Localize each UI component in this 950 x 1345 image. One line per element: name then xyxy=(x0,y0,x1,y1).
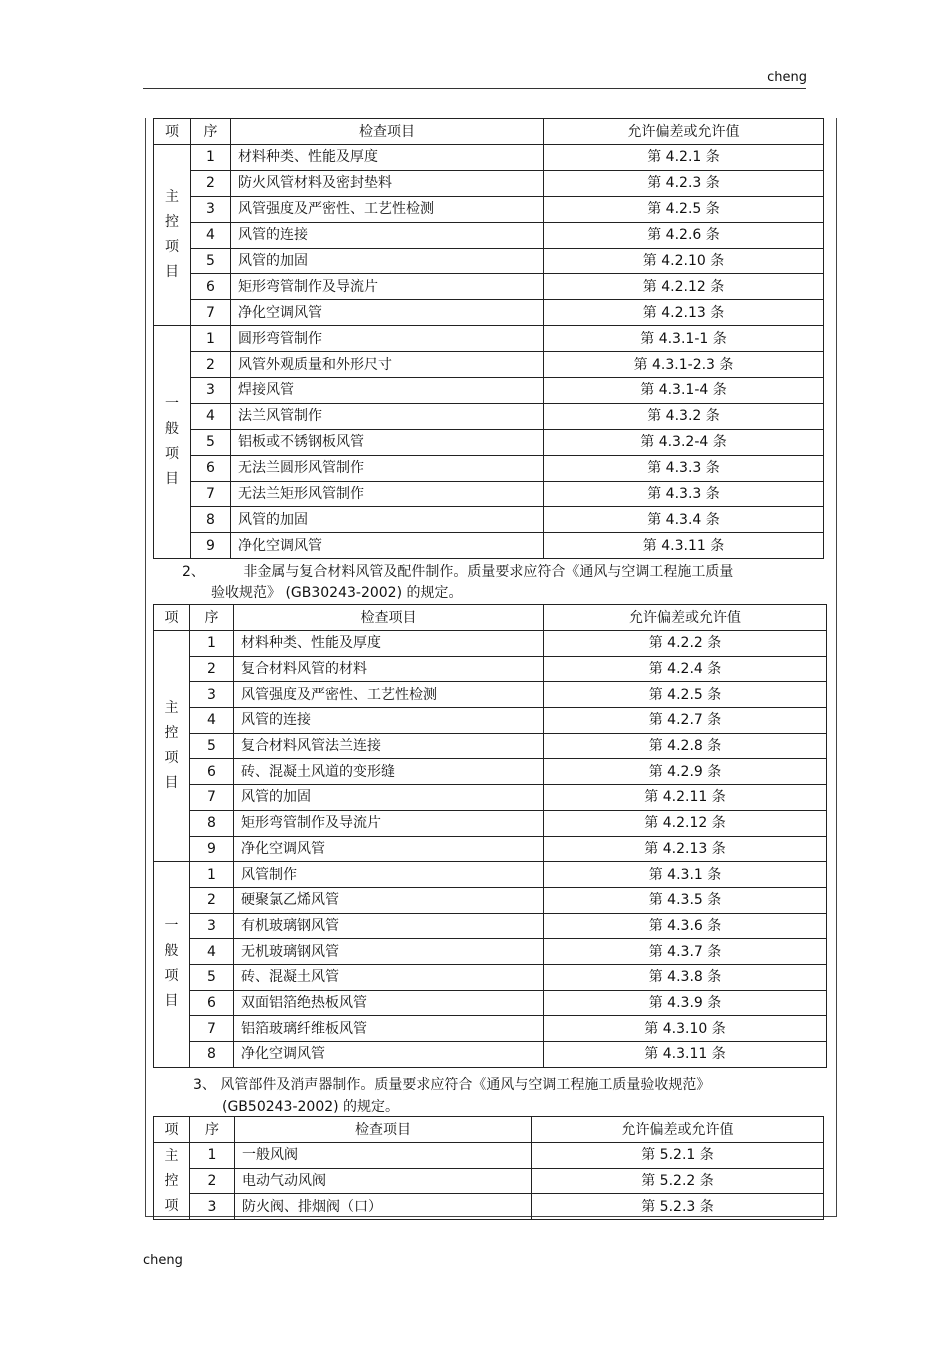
seq-cell: 6 xyxy=(191,455,231,481)
item-cell: 铝箔玻璃纤维板风管 xyxy=(234,1016,544,1042)
table-row xyxy=(154,733,827,759)
ref-cell: 第 4.2.13 条 xyxy=(544,300,824,326)
ref-cell: 第 4.2.6 条 xyxy=(544,222,824,248)
table-row xyxy=(154,1194,824,1220)
table-row xyxy=(154,300,824,326)
item-cell: 矩形弯管制作及导流片 xyxy=(231,274,544,300)
seq-cell: 3 xyxy=(190,682,234,708)
item-cell: 法兰风管制作 xyxy=(231,403,544,429)
item-cell: 焊接风管 xyxy=(231,378,544,404)
table-row xyxy=(154,682,827,708)
header-group-cell: 项 xyxy=(154,1117,190,1143)
table-row xyxy=(154,378,824,404)
table-header-row xyxy=(154,1117,824,1143)
table-row xyxy=(154,1168,824,1194)
table-row xyxy=(154,708,827,734)
header-seq-cell: 序 xyxy=(190,1117,235,1143)
seq-cell: 8 xyxy=(190,810,234,836)
seq-cell: 4 xyxy=(191,403,231,429)
ref-cell: 第 4.3.7 条 xyxy=(544,939,827,965)
group-label-char: 目 xyxy=(165,264,179,281)
table-row xyxy=(154,248,824,274)
ref-cell: 第 4.2.12 条 xyxy=(544,274,824,300)
inspection-table-2 xyxy=(153,604,827,1068)
item-cell: 防火阀、排烟阀（口） xyxy=(235,1194,532,1220)
seq-cell: 9 xyxy=(190,836,234,862)
seq-cell: 1 xyxy=(191,326,231,352)
header-item-cell: 检查项目 xyxy=(234,605,544,631)
header-ref-cell: 允许偏差或允许值 xyxy=(532,1117,824,1143)
table-row xyxy=(154,507,824,533)
seq-cell: 7 xyxy=(190,785,234,811)
table-row xyxy=(154,429,824,455)
ref-cell: 第 4.2.11 条 xyxy=(544,785,827,811)
seq-cell: 9 xyxy=(191,533,231,559)
ref-cell: 第 5.2.3 条 xyxy=(532,1194,824,1220)
item-cell: 复合材料风管法兰连接 xyxy=(234,733,544,759)
table-header-row xyxy=(154,119,824,145)
ref-cell: 第 4.3.10 条 xyxy=(544,1016,827,1042)
table-row xyxy=(154,455,824,481)
table-row xyxy=(154,785,827,811)
item-cell: 风管的加固 xyxy=(231,507,544,533)
group-label-cell xyxy=(154,145,191,326)
seq-cell: 7 xyxy=(191,300,231,326)
table-row xyxy=(154,862,827,888)
table-row xyxy=(154,913,827,939)
item-cell: 风管的连接 xyxy=(231,222,544,248)
page-header-text: cheng xyxy=(767,70,807,85)
table-row xyxy=(154,352,824,378)
item-cell: 砖、混凝土风道的变形缝 xyxy=(234,759,544,785)
group-label-char: 控 xyxy=(165,214,179,231)
seq-cell: 4 xyxy=(190,939,234,965)
item-cell: 圆形弯管制作 xyxy=(231,326,544,352)
ref-cell: 第 4.3.1-1 条 xyxy=(544,326,824,352)
seq-cell: 3 xyxy=(190,1194,235,1220)
group-label-char: 项 xyxy=(165,239,179,256)
header-group-cell: 项 xyxy=(154,605,190,631)
table-row xyxy=(154,810,827,836)
table-row xyxy=(154,939,827,965)
ref-cell: 第 4.2.5 条 xyxy=(544,196,824,222)
item-cell: 硬聚氯乙烯风管 xyxy=(234,887,544,913)
ref-cell: 第 4.2.7 条 xyxy=(544,708,827,734)
item-cell: 材料种类、性能及厚度 xyxy=(231,145,544,171)
ref-cell: 第 4.3.1-4 条 xyxy=(544,378,824,404)
table-row xyxy=(154,533,824,559)
ref-cell: 第 5.2.1 条 xyxy=(532,1143,824,1169)
item-cell: 净化空调风管 xyxy=(231,533,544,559)
group-label-cell xyxy=(154,1143,190,1220)
group-label-char: 般 xyxy=(164,943,179,960)
ref-cell: 第 4.2.8 条 xyxy=(544,733,827,759)
item-cell: 净化空调风管 xyxy=(234,836,544,862)
seq-cell: 2 xyxy=(190,887,234,913)
seq-cell: 5 xyxy=(191,248,231,274)
item-cell: 材料种类、性能及厚度 xyxy=(234,631,544,657)
group-label-char: 主 xyxy=(164,1147,179,1164)
page-footer-text: cheng xyxy=(143,1253,183,1268)
group-label-cell xyxy=(154,862,190,1068)
seq-cell: 4 xyxy=(191,222,231,248)
seq-cell: 6 xyxy=(190,759,234,785)
group-label-char: 主 xyxy=(164,700,179,717)
table-row xyxy=(154,326,824,352)
group-label-cell xyxy=(154,631,190,862)
ref-cell: 第 4.3.1 条 xyxy=(544,862,827,888)
table-row xyxy=(154,481,824,507)
item-cell: 双面铝箔绝热板风管 xyxy=(234,990,544,1016)
table-row xyxy=(154,887,827,913)
group-label-cell xyxy=(154,326,191,559)
group-label-char: 控 xyxy=(164,725,179,742)
item-cell: 风管强度及严密性、工艺性检测 xyxy=(234,682,544,708)
header-seq-cell: 序 xyxy=(190,605,234,631)
table-row xyxy=(154,196,824,222)
group-label-char: 主 xyxy=(165,189,179,206)
ref-cell: 第 4.3.4 条 xyxy=(544,507,824,533)
paragraph-3-line1: 3、 风管部件及消声器制作。质量要求应符合《通风与空调工程施工质量验收规范》 xyxy=(193,1077,711,1093)
item-cell: 无法兰矩形风管制作 xyxy=(231,481,544,507)
header-item-cell: 检查项目 xyxy=(231,119,544,145)
group-label-char: 目 xyxy=(164,993,179,1010)
item-cell: 无机玻璃钢风管 xyxy=(234,939,544,965)
seq-cell: 2 xyxy=(191,170,231,196)
table-row xyxy=(154,1016,827,1042)
item-cell: 无法兰圆形风管制作 xyxy=(231,455,544,481)
ref-cell: 第 4.2.13 条 xyxy=(544,836,827,862)
item-cell: 风管制作 xyxy=(234,862,544,888)
ref-cell: 第 4.3.11 条 xyxy=(544,1042,827,1068)
group-label-char: 项 xyxy=(164,968,179,985)
group-label-char: 控 xyxy=(164,1172,179,1189)
seq-cell: 5 xyxy=(190,964,234,990)
item-cell: 风管的加固 xyxy=(234,785,544,811)
item-cell: 风管的加固 xyxy=(231,248,544,274)
table-row xyxy=(154,836,827,862)
item-cell: 铝板或不锈钢板风管 xyxy=(231,429,544,455)
ref-cell: 第 4.2.12 条 xyxy=(544,810,827,836)
table-row xyxy=(154,656,827,682)
group-label-char: 项 xyxy=(164,750,179,767)
table-row xyxy=(154,170,824,196)
table-row xyxy=(154,964,827,990)
table-row xyxy=(154,274,824,300)
ref-cell: 第 4.2.2 条 xyxy=(544,631,827,657)
seq-cell: 1 xyxy=(190,862,234,888)
inspection-table-1 xyxy=(153,118,824,559)
paragraph-3-line2: (GB50243-2002) 的规定。 xyxy=(222,1099,400,1115)
ref-cell: 第 4.3.9 条 xyxy=(544,990,827,1016)
group-label-char: 项 xyxy=(164,1197,179,1214)
table-row xyxy=(154,403,824,429)
item-cell: 电动气动风阀 xyxy=(235,1168,532,1194)
seq-cell: 6 xyxy=(190,990,234,1016)
table-row xyxy=(154,145,824,171)
header-ref-cell: 允许偏差或允许值 xyxy=(544,605,827,631)
table-row xyxy=(154,222,824,248)
inspection-table-3 xyxy=(153,1116,824,1220)
item-cell: 复合材料风管的材料 xyxy=(234,656,544,682)
seq-cell: 2 xyxy=(190,656,234,682)
header-group-cell: 项 xyxy=(154,119,191,145)
ref-cell: 第 4.2.4 条 xyxy=(544,656,827,682)
seq-cell: 6 xyxy=(191,274,231,300)
ref-cell: 第 4.3.2 条 xyxy=(544,403,824,429)
group-label-char: 一 xyxy=(164,918,179,935)
ref-cell: 第 4.3.11 条 xyxy=(544,533,824,559)
header-item-cell: 检查项目 xyxy=(235,1117,532,1143)
ref-cell: 第 4.3.5 条 xyxy=(544,887,827,913)
ref-cell: 第 5.2.2 条 xyxy=(532,1168,824,1194)
group-label-char: 项 xyxy=(165,446,179,463)
ref-cell: 第 4.3.6 条 xyxy=(544,913,827,939)
item-cell: 风管的连接 xyxy=(234,708,544,734)
table-header-row xyxy=(154,605,827,631)
ref-cell: 第 4.2.9 条 xyxy=(544,759,827,785)
seq-cell: 5 xyxy=(191,429,231,455)
group-label-char: 般 xyxy=(165,421,179,438)
paragraph-2-line2: 验收规范》 (GB30243-2002) 的规定。 xyxy=(211,585,463,601)
seq-cell: 2 xyxy=(191,352,231,378)
paragraph-2-number: 2、 xyxy=(182,564,205,580)
paragraph-2 xyxy=(182,561,733,581)
item-cell: 防火风管材料及密封垫料 xyxy=(231,170,544,196)
ref-cell: 第 4.3.3 条 xyxy=(544,481,824,507)
item-cell: 一般风阀 xyxy=(235,1143,532,1169)
seq-cell: 3 xyxy=(191,378,231,404)
header-rule xyxy=(143,88,806,89)
ref-cell: 第 4.3.8 条 xyxy=(544,964,827,990)
seq-cell: 1 xyxy=(190,1143,235,1169)
item-cell: 风管强度及严密性、工艺性检测 xyxy=(231,196,544,222)
seq-cell: 3 xyxy=(191,196,231,222)
item-cell: 风管外观质量和外形尺寸 xyxy=(231,352,544,378)
ref-cell: 第 4.2.3 条 xyxy=(544,170,824,196)
seq-cell: 5 xyxy=(190,733,234,759)
table-row xyxy=(154,1143,824,1169)
ref-cell: 第 4.2.10 条 xyxy=(544,248,824,274)
seq-cell: 3 xyxy=(190,913,234,939)
table-row xyxy=(154,631,827,657)
group-label-char: 一 xyxy=(165,396,179,413)
item-cell: 净化空调风管 xyxy=(234,1042,544,1068)
seq-cell: 2 xyxy=(190,1168,235,1194)
group-label-char: 目 xyxy=(164,775,179,792)
item-cell: 有机玻璃钢风管 xyxy=(234,913,544,939)
seq-cell: 8 xyxy=(190,1042,234,1068)
seq-cell: 7 xyxy=(190,1016,234,1042)
ref-cell: 第 4.2.1 条 xyxy=(544,145,824,171)
header-ref-cell: 允许偏差或允许值 xyxy=(544,119,824,145)
item-cell: 净化空调风管 xyxy=(231,300,544,326)
seq-cell: 1 xyxy=(190,631,234,657)
table-row xyxy=(154,759,827,785)
ref-cell: 第 4.3.3 条 xyxy=(544,455,824,481)
seq-cell: 1 xyxy=(191,145,231,171)
seq-cell: 4 xyxy=(190,708,234,734)
table-row xyxy=(154,1042,827,1068)
header-seq-cell: 序 xyxy=(191,119,231,145)
table-row xyxy=(154,990,827,1016)
ref-cell: 第 4.3.2-4 条 xyxy=(544,429,824,455)
ref-cell: 第 4.2.5 条 xyxy=(544,682,827,708)
item-cell: 砖、混凝土风管 xyxy=(234,964,544,990)
seq-cell: 8 xyxy=(191,507,231,533)
group-label-char: 目 xyxy=(165,471,179,488)
ref-cell: 第 4.3.1-2.3 条 xyxy=(544,352,824,378)
item-cell: 矩形弯管制作及导流片 xyxy=(234,810,544,836)
paragraph-2-line1: 非金属与复合材料风管及配件制作。质量要求应符合《通风与空调工程施工质量 xyxy=(243,564,734,580)
seq-cell: 7 xyxy=(191,481,231,507)
